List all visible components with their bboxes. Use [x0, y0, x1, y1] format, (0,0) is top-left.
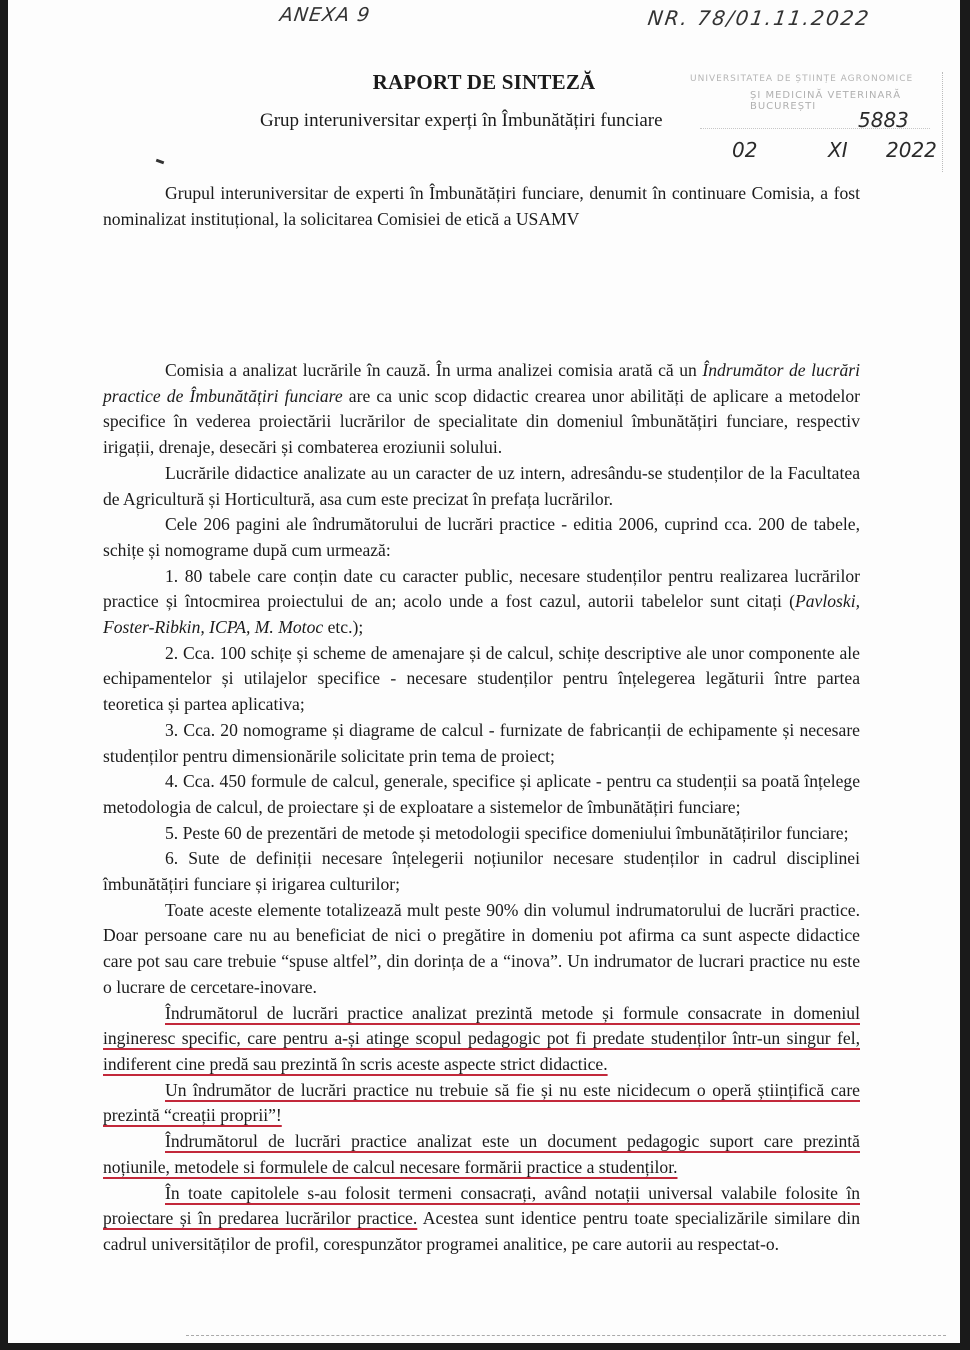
list-item-formulas: 4. Cca. 450 formule de calcul, generale, specifice și aplicate - pentru ca studenții sa poată înțelege metodologia de calcul, de proiectare și de exploatare a sistemelor de îmbunătățiri funciare; [103, 771, 860, 817]
paragraph-analysis [103, 358, 860, 461]
stamp-year: 2022 [886, 138, 937, 162]
document-subtitle: Grup interuniversitar experți în Îmbunătățiri funciare [260, 110, 663, 131]
paragraph-terms-rest: Acestea sunt identice pentru toate specializările similare din cadrul universităților de profil, corespunzător programei analitice, pe care autorii au respectat-o. [103, 1208, 860, 1254]
underlined-text: În toate capitolele s-au folosit termeni consacrați, având notații universal valabile folosite în proiectare și în predarea lucrărilor practice. [103, 1182, 860, 1229]
intro-section [103, 181, 860, 232]
registration-stamp [680, 72, 943, 172]
list-item-sketches: 2. Cca. 100 schițe și scheme de amenajare și de calcul, schițe descriptive ale unor componente ale echipamentelor și utilajelor specifice - necesare studenților pentru înțelegerea legăturii între partea teoretica și partea aplicativa; [103, 642, 860, 715]
underlined-text: Îndrumătorul de lucrări practice analizat este un document pedagogic suport care prezintă noțiunile, metodele si formulele de calcul necesare formării practice a studenților. [103, 1131, 860, 1177]
paragraph-totals: Toate aceste elemente totalizează mult peste 90% din volumul indrumatorului de lucrări practice. Doar persoane care nu au beneficiat de nici o pregătire in domeniu pot afirma ca sunt aspecte didactice care pot sau care trebuie “spuse altfel”, din dorința de a “inova”. Un indrumator de lucrari practice nu este o lucrare de cercetare-inovare. [103, 899, 860, 997]
document-title: RAPORT DE SINTEZĂ [372, 70, 596, 94]
stamp-month: XI [828, 138, 848, 162]
list-item-methods: 5. Peste 60 de prezentări de metode și metodologii specifice domeniului îmbunătățirilor funciare; [165, 822, 849, 843]
handwritten-annex-note: ANEXA 9 [278, 4, 372, 26]
document-page [8, 0, 960, 1343]
main-section [103, 358, 860, 1258]
list-item-tables-end: etc.); [323, 617, 364, 638]
paragraph-terms [103, 1181, 860, 1258]
paragraph-analysis-start: Comisia a analizat lucrările în cauză. În urma analizei comisia arată că un [165, 360, 703, 380]
paragraph-pedagogic-document [103, 1129, 860, 1180]
underlined-text: Un îndrumător de lucrări practice nu trebuie să fie și nu este nicidecum o operă științifică care prezintă “creații proprii”! [103, 1079, 860, 1126]
underlined-text: Îndrumătorul de lucrări practice analizat prezintă metode și formule consacrate in domeniul ingineresc specific, care pentru a-și atinge scopul pedagogic pot fi predate studenților într-un singur fel, indiferent cine predă sau prezintă în scris aceste aspecte strict didactice. [103, 1002, 860, 1074]
handwritten-registration-number: NR. 78/01.11.2022 [646, 6, 872, 30]
bottom-rule [186, 1335, 946, 1336]
paragraph-internal-use: Lucrările didactice analizate au un caracter de uz intern, adresându-se studenților de la Facultatea de Agricultură și Horticultură, asa cum este precizat în prefața lucrărilor. [103, 462, 860, 509]
stamp-divider [700, 128, 930, 129]
list-item-tables [103, 564, 860, 641]
paragraph-not-scientific [103, 1078, 860, 1129]
paragraph-analysis-end: are ca unic scop didactic crearea unor abilități de aplicare a metodelor specifice în vederea proiectării lucrărilor de specialitate din domeniul îmbunătățiri funciare, respectiv irigații, drenaje, desecări și combaterea eroziunii solului. [103, 385, 860, 458]
list-item-tables-authors: Pavloski, Foster-Ribkin, ICPA, M. Motoc [103, 591, 860, 638]
paragraph-contents-summary: Cele 206 pagini ale îndrumătorului de lucrări practice - editia 2006, cuprind cca. 200 de tabele, schițe și nomograme după cum urmează: [103, 514, 860, 560]
stamp-institution-line2: ȘI MEDICINĂ VETERINARĂ BUCUREȘTI [750, 90, 902, 112]
stamp-institution-line1: UNIVERSITATEA DE ȘTIINȚE AGRONOMICE [690, 74, 914, 84]
stray-mark [156, 159, 165, 165]
intro-paragraph: Grupul interuniversitar de experti în Îmbunătățiri funciare, denumit în continuare Comisia, a fost nominalizat instituțional, la solicitarea Comisiei de etică a USAMV [103, 183, 860, 229]
list-item-nomograms: 3. Cca. 20 nomograme și diagrame de calcul - furnizate de fabricanții de echipamente și necesare studenților pentru dimensionările solicitate prin tema de proiect; [103, 719, 860, 766]
list-item-tables-start: 1. 80 tabele care conțin date cu caracter public, necesare studenților pentru realizarea lucrărilor practice și întocmirea proiectului de an; acolo unde a fost cazul, autorii tabelelor sunt citați ( [103, 565, 860, 612]
stamp-day: 02 [732, 138, 758, 162]
paragraph-methods-underlined [103, 1001, 860, 1078]
stamp-registration-number: 5883 [858, 108, 909, 132]
list-item-definitions: 6. Sute de definiții necesare înțelegerii noțiunilor necesare studenților in cadrul disciplinei îmbunătățiri funciare și irigarea culturilor; [103, 848, 860, 895]
paragraph-analysis-italic: Îndrumător de lucrări practice de Îmbunătățiri funciare [103, 360, 861, 406]
